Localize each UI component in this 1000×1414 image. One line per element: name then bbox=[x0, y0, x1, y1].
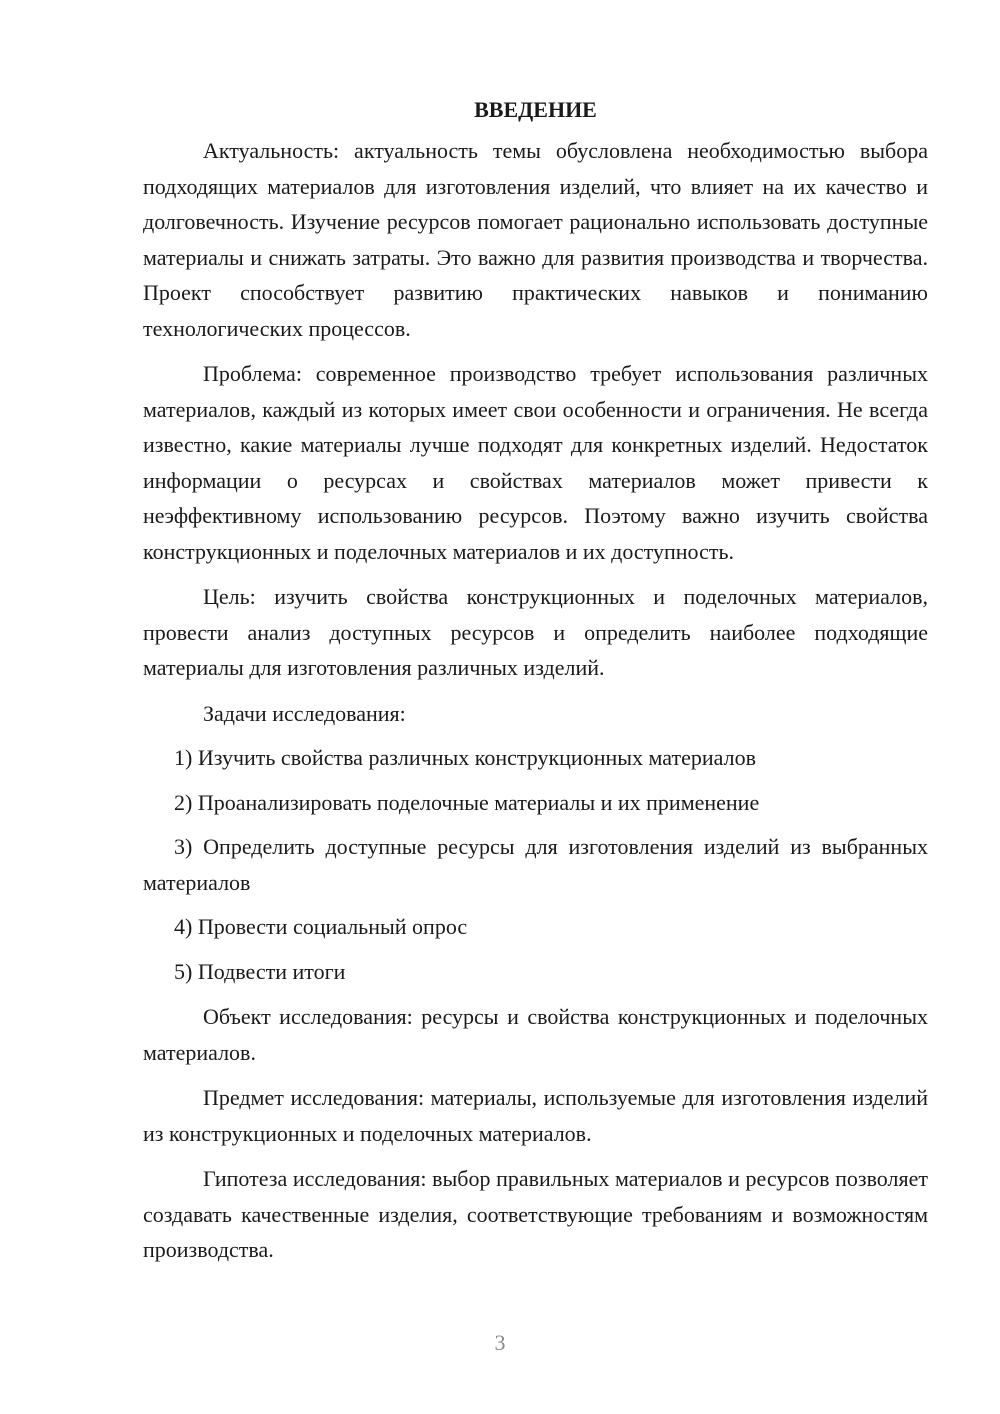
task-item-5: 5) Подвести итоги bbox=[174, 958, 346, 984]
section-heading: ВВЕДЕНИЕ bbox=[474, 97, 597, 122]
task-item-4: 4) Провести социальный опрос bbox=[174, 914, 468, 939]
paragraph-goal: Цель: изучить свойства конструкционных и поделочных материалов, провести анализ доступных ресурсов и определить наиболее подходящие материалы для изготовления различных изделий. bbox=[143, 584, 928, 680]
task-item-1: 1) Изучить свойства различных конструкционных материалов bbox=[174, 745, 756, 770]
paragraph-object: Объект исследования: ресурсы и свойства конструкционных и поделочных материалов. bbox=[143, 1004, 928, 1065]
tasks-heading: Задачи исследования: bbox=[203, 700, 406, 726]
paragraph-relevance: Актуальность: актуальность темы обусловлена необходимостью выбора подходящих материалов для изготовления изделий, что влияет на их качество и долговечность. Изучение ресурсов помогает рационально использовать доступные материалы и снижать затраты. Это важно для развития производства и творчества. Проект способствует развитию практических навыков и пониманию технологических процессов. bbox=[143, 138, 928, 341]
page-number: 3 bbox=[494, 1330, 506, 1355]
task-item-3: 3) Определить доступные ресурсы для изготовления изделий из выбранных материалов bbox=[143, 834, 928, 895]
task-item-2: 2) Проанализировать поделочные материалы и их применение bbox=[174, 789, 760, 815]
paragraph-hypothesis: Гипотеза исследования: выбор правильных материалов и ресурсов позволяет создавать качественные изделия, соответствующие требованиям и возможностям производства. bbox=[143, 1166, 928, 1262]
page-content bbox=[143, 92, 928, 1268]
paragraph-subject: Предмет исследования: материалы, используемые для изготовления изделий из конструкционных и поделочных материалов. bbox=[143, 1085, 928, 1146]
paragraph-problem: Проблема: современное производство требует использования различных материалов, каждый из которых имеет свои особенности и ограничения. Не всегда известно, какие материалы лучше подходят для конкретных изделий. Недостаток информации о ресурсах и свойствах материалов может привести к неэффективному использованию ресурсов. Поэтому важно изучить свойства конструкционных и поделочных материалов и их доступность. bbox=[143, 361, 928, 564]
